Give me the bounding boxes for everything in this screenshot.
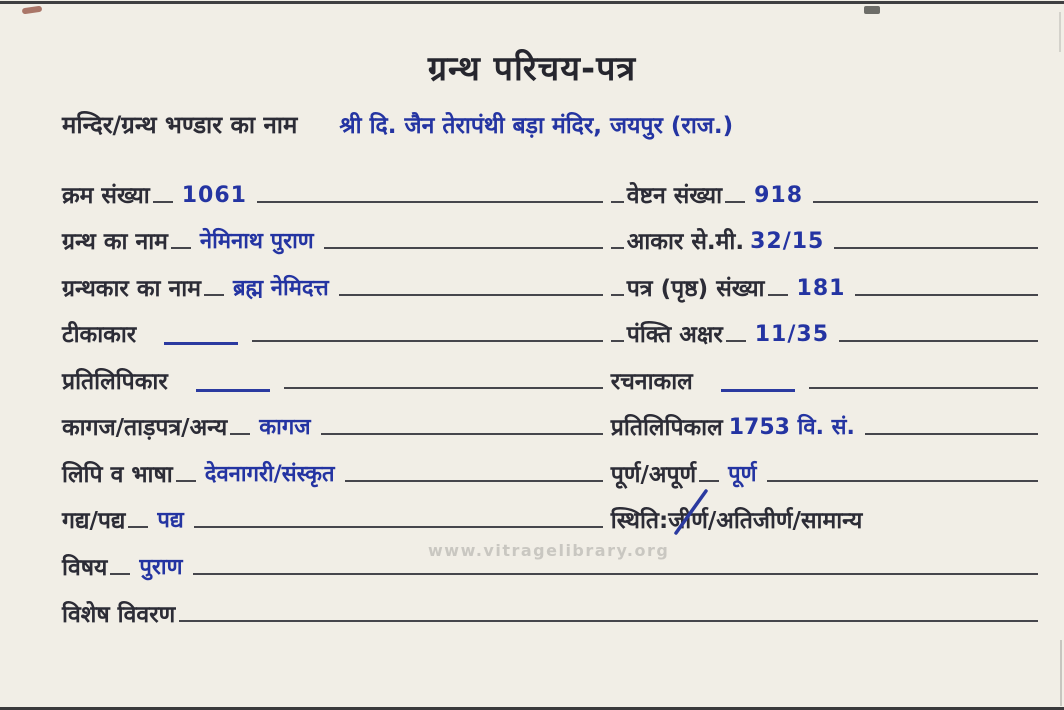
rule-dash	[768, 294, 788, 296]
field-book-name	[62, 211, 611, 258]
field-repository-name	[62, 110, 1042, 150]
rule-line	[865, 433, 1038, 435]
rule-dash	[153, 201, 173, 203]
field-label: विषय	[62, 555, 108, 582]
fields-grid	[62, 164, 1042, 630]
scan-edge-top	[0, 1, 1064, 4]
table-row	[62, 397, 1042, 444]
table-row	[62, 350, 1042, 397]
table-row	[62, 164, 1042, 211]
field-composition-date	[611, 350, 1042, 397]
field-bundle-number	[611, 164, 1042, 211]
field-label: वेष्टन संख्या	[626, 182, 723, 209]
rule-line	[839, 340, 1038, 342]
watermark-text: www.vitragelibrary.org	[428, 541, 670, 560]
field-script-language	[62, 443, 611, 490]
field-serial-number	[62, 164, 611, 211]
field-value: 181	[796, 275, 846, 301]
field-value: 918	[754, 182, 804, 208]
scan-smudge-dark	[864, 6, 880, 14]
rule-line	[809, 387, 1038, 389]
field-label: पूर्ण/अपूर्ण	[610, 461, 697, 488]
field-label: मन्दिर/ग्रन्थ भण्डार का नाम	[62, 111, 298, 139]
condition-checked-option	[668, 507, 708, 536]
rule-dash	[611, 294, 624, 296]
rule-dash	[611, 247, 624, 249]
scan-edge-right	[1060, 640, 1062, 706]
rule-line	[193, 573, 1039, 575]
field-value: पूर्ण	[728, 461, 757, 487]
field-value: 11/35	[754, 322, 829, 348]
field-material	[62, 397, 611, 444]
rule-dash	[204, 294, 224, 296]
field-label: /अतिजीर्ण/सामान्य	[707, 508, 863, 535]
field-label: लिपि व भाषा	[62, 461, 173, 488]
field-label: रचनाकाल	[610, 368, 693, 395]
field-value: 1061	[181, 182, 247, 208]
rule-dash	[110, 573, 130, 575]
field-label: गद्य/पद्य	[62, 508, 126, 535]
field-label: पंक्ति अक्षर	[626, 322, 723, 349]
field-label: पत्र (पृष्ठ) संख्या	[626, 275, 765, 302]
field-value: नेमिनाथ पुराण	[199, 229, 314, 255]
table-row	[62, 304, 1042, 351]
field-label: विशेष विवरण	[62, 602, 176, 629]
rule-dash	[230, 433, 250, 435]
page-title: ग्रन्थ परिचय-पत्र	[427, 49, 637, 89]
field-value: ब्रह्म नेमिदत्त	[232, 275, 329, 301]
scan-edge-right-top	[1059, 12, 1061, 52]
table-row	[62, 257, 1042, 304]
rule-line	[194, 526, 603, 528]
field-commentator	[62, 304, 611, 351]
rule-line	[324, 247, 603, 249]
table-row	[62, 443, 1042, 490]
field-size-cm	[611, 211, 1042, 258]
field-special-details	[62, 583, 1042, 630]
rule-line	[321, 433, 603, 435]
field-value: कागज	[259, 415, 311, 441]
rule-line	[339, 294, 603, 296]
rule-line	[284, 387, 603, 389]
field-prose-verse	[62, 490, 611, 537]
field-label: ग्रन्थकार का नाम	[62, 275, 201, 302]
field-label: स्थिति:	[610, 508, 669, 535]
field-label: ग्रन्थ का नाम	[62, 229, 168, 256]
field-lines-letters	[611, 304, 1042, 351]
rule-dash	[176, 480, 196, 482]
blank-value-line	[164, 342, 238, 345]
blank-value-line	[196, 389, 270, 392]
field-copy-date	[611, 397, 1042, 444]
rule-line	[813, 201, 1038, 203]
table-row	[62, 490, 1042, 537]
field-page-count	[611, 257, 1042, 304]
field-complete-incomplete	[611, 443, 1042, 490]
field-label: प्रतिलिपिकाल	[610, 415, 723, 442]
field-label: आकार से.मी.	[626, 229, 745, 256]
field-label: कागज/ताड़पत्र/अन्य	[62, 415, 228, 442]
field-author-name	[62, 257, 611, 304]
field-value: पुराण	[139, 555, 183, 581]
field-label: जीर्ण	[668, 508, 708, 535]
rule-dash	[725, 201, 745, 203]
rule-line	[252, 340, 603, 342]
field-condition	[611, 490, 1042, 537]
rule-dash	[171, 247, 191, 249]
field-label: प्रतिलिपिकार	[62, 368, 168, 395]
field-value: श्री दि. जैन तेरापंथी बड़ा मंदिर, जयपुर (राज.)	[339, 113, 734, 139]
rule-line	[257, 201, 603, 203]
blank-value-line	[721, 389, 795, 392]
field-value: देवनागरी/संस्कृत	[204, 461, 335, 487]
rule-line	[834, 247, 1038, 249]
field-value: 1753 वि. सं.	[728, 415, 855, 441]
rule-dash	[611, 340, 624, 342]
table-row	[62, 211, 1042, 258]
field-label: टीकाकार	[62, 322, 137, 349]
rule-line	[767, 480, 1038, 482]
rule-dash	[611, 201, 624, 203]
field-label: क्रम संख्या	[62, 182, 150, 209]
rule-dash	[726, 340, 746, 342]
rule-dash	[699, 480, 719, 482]
field-copyist	[62, 350, 611, 397]
field-value: 32/15	[750, 229, 825, 255]
rule-dash	[128, 526, 148, 528]
field-value: पद्य	[157, 508, 184, 534]
rule-line	[855, 294, 1038, 296]
rule-line	[345, 480, 603, 482]
rule-line	[179, 620, 1038, 622]
